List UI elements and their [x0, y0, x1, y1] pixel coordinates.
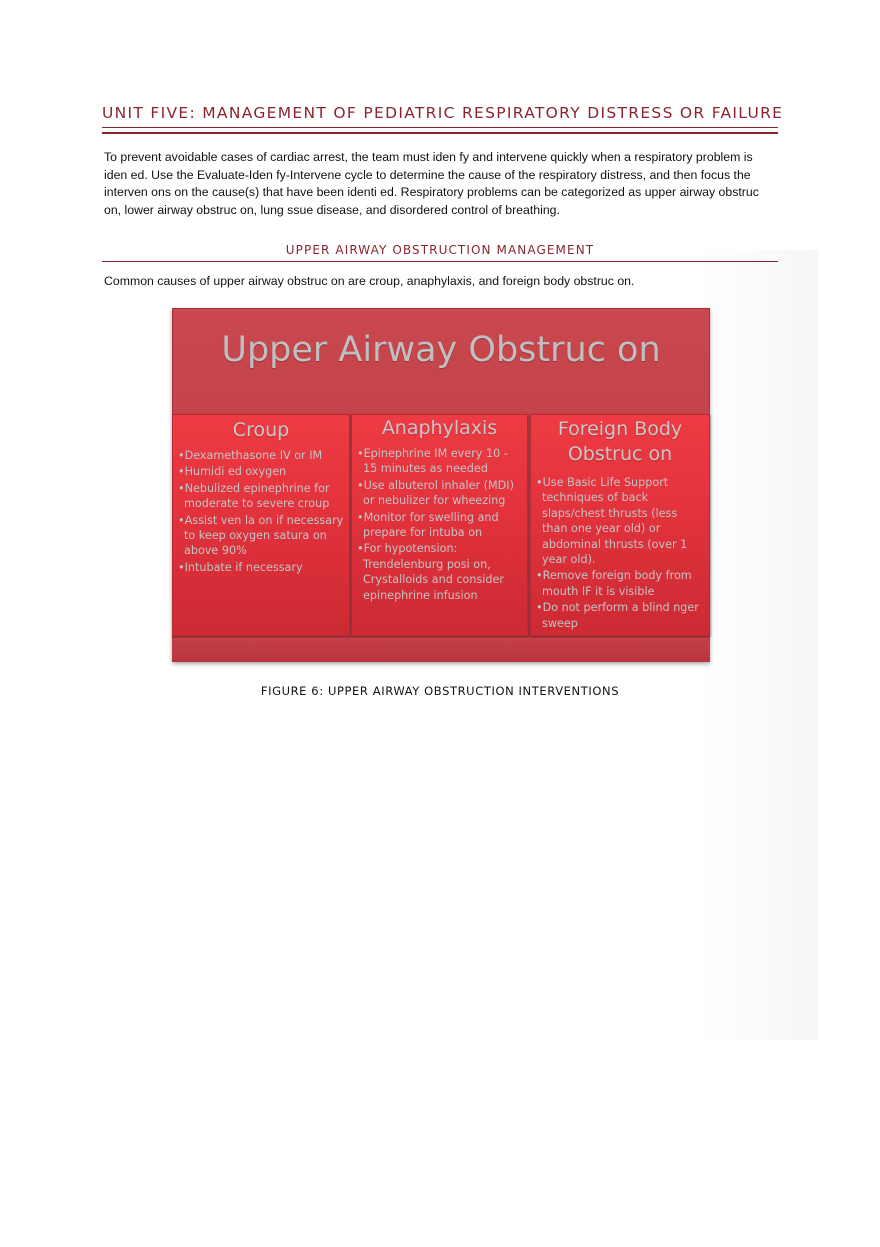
figure-title: Upper Airway Obstruc on: [221, 330, 661, 370]
column-croup: [172, 414, 350, 636]
anaphylaxis-list: [351, 446, 528, 603]
figure-diagram: [172, 308, 710, 662]
column-foreign-body: [530, 414, 710, 636]
page-shadow: [700, 250, 818, 1040]
list-item: • Monitor for swelling and prepare for intuba on: [355, 510, 522, 541]
intro-paragraph: To prevent avoidable cases of cardiac arrest, the team must iden fy and intervene quickly when a respiratory problem is iden ed. Use the Evaluate-Iden fy-Intervene cycle to determine the cause of the respiratory distress, and then focus the interven ons on the cause(s) that have been identi ed. Respiratory problems can be categorized as upper airway obstruc on, lower airway obstruc on, lung ssue disease, and disordered control of breathing.: [104, 150, 759, 217]
list-item: • Remove foreign body from mouth IF it is visible: [534, 568, 704, 599]
list-item: • Intubate if necessary: [176, 560, 344, 575]
list-item: • Do not perform a blind nger sweep: [534, 600, 704, 631]
figure-footer-band: [172, 638, 710, 662]
figure-caption: FIGURE 6: UPPER AIRWAY OBSTRUCTION INTERVENTIONS: [260, 684, 620, 698]
title-underline: [102, 127, 778, 134]
column-heading: Foreign Body Obstruc on: [557, 418, 683, 465]
column-anaphylaxis: [351, 414, 528, 636]
section-title: UPPER AIRWAY OBSTRUCTION MANAGEMENT: [285, 243, 595, 257]
list-item: • Dexamethasone IV or IM: [176, 448, 344, 463]
column-heading: Croup: [232, 419, 290, 441]
list-item: • Assist ven la on if necessary to keep oxygen satura on above 90%: [176, 513, 344, 559]
list-item: • Nebulized epinephrine for moderate to severe croup: [176, 481, 344, 512]
foreign-body-list: [530, 475, 710, 631]
list-item: • Humidi ed oxygen: [176, 464, 344, 479]
list-item: • Use albuterol inhaler (MDI) or nebulizer for wheezing: [355, 478, 522, 509]
croup-list: [172, 448, 350, 575]
section-paragraph: Common causes of upper airway obstruc on are croup, anaphylaxis, and foreign body obstruc on.: [104, 274, 635, 288]
column-heading: Anaphylaxis: [381, 417, 498, 439]
section-underline: [102, 261, 778, 262]
list-item: • For hypotension: Trendelenburg posi on, Crystalloids and consider epinephrine infusion: [355, 541, 522, 603]
list-item: • Use Basic Life Support techniques of back slaps/chest thrusts (less than one year old) or abdominal thrusts (over 1 year old).: [534, 475, 704, 567]
unit-title: UNIT FIVE: MANAGEMENT OF PEDIATRIC RESPIRATORY DISTRESS OR FAILURE: [102, 104, 784, 122]
list-item: • Epinephrine IM every 10 - 15 minutes as needed: [355, 446, 522, 477]
